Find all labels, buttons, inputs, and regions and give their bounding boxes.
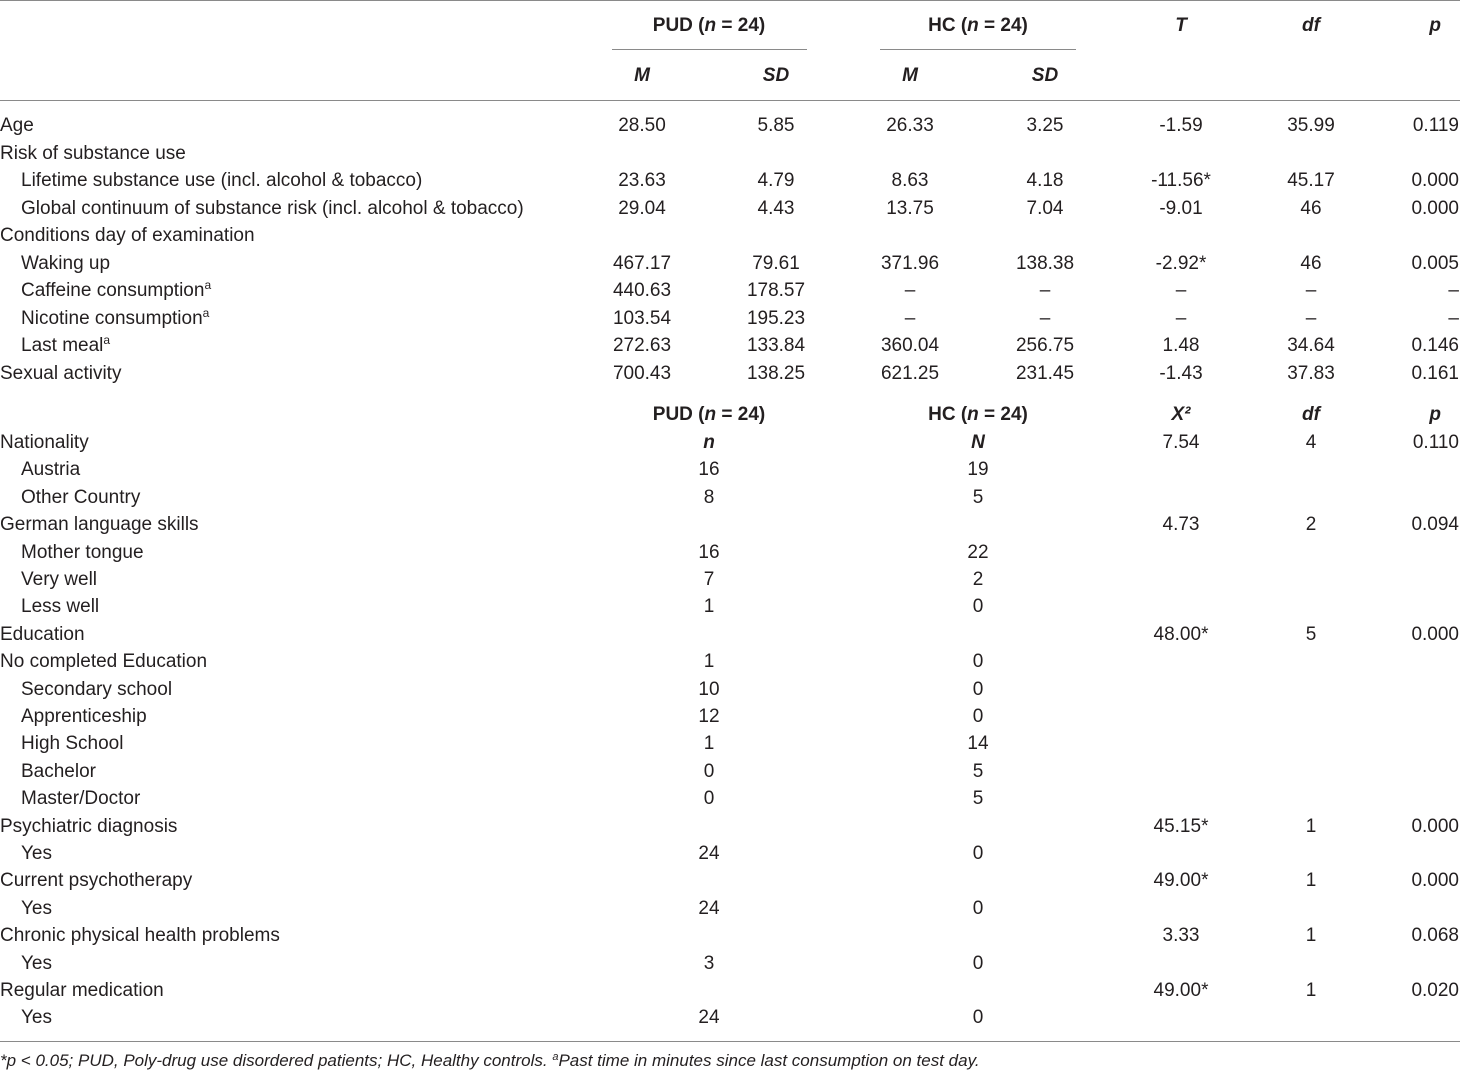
hc-mean: –	[904, 308, 916, 329]
row-label: Chronic physical health problems	[0, 925, 280, 946]
df-value: 2	[1305, 514, 1317, 535]
pud-mean: 23.63	[618, 170, 666, 191]
hc-sd: 7.04	[1026, 198, 1064, 219]
df-value: 1	[1305, 925, 1317, 946]
pud-count: 24	[698, 898, 720, 919]
pud-group-header: PUD (n = 24)	[652, 15, 766, 36]
row-label: Mother tongue	[21, 542, 144, 563]
p-value: 0.000	[1411, 170, 1459, 191]
row-label: Regular medication	[0, 980, 164, 1001]
row-label-text: Conditions day of examination	[0, 225, 255, 246]
row-label: Yes	[21, 953, 52, 974]
row-label-text: Last meal	[21, 335, 104, 356]
pud-sd: 138.25	[746, 363, 806, 384]
pud-mean: 29.04	[618, 198, 666, 219]
pud-count: 16	[698, 542, 720, 563]
p-value: –	[1448, 308, 1459, 329]
df-value: 5	[1305, 624, 1317, 645]
row-label: High School	[21, 733, 124, 754]
pud-count: 10	[698, 679, 720, 700]
df-value: 1	[1305, 816, 1317, 837]
row-label-text: Global continuum of substance risk (incl. alcohol & tobacco)	[21, 198, 524, 219]
t-value: 1.48	[1162, 335, 1200, 356]
t-value: -2.92*	[1155, 253, 1207, 274]
row-label: German language skills	[0, 514, 199, 535]
hc-sd-header: SD	[1031, 65, 1059, 86]
row-label: Secondary school	[21, 679, 173, 700]
hc-count: 5	[972, 761, 984, 782]
hc-mean: 13.75	[886, 198, 934, 219]
hc-mean: 371.96	[880, 253, 940, 274]
pud-mean: 440.63	[612, 280, 672, 301]
row-label: Yes	[21, 1007, 52, 1028]
df-value: 4	[1305, 432, 1317, 453]
chi-header: X²	[1171, 404, 1191, 425]
row-label-text: Caffeine consumption	[21, 280, 205, 301]
pud-sd: 133.84	[746, 335, 806, 356]
p-value: 0.161	[1411, 363, 1459, 384]
pud-mean: 700.43	[612, 363, 672, 384]
df-value: –	[1305, 308, 1317, 329]
pud-mean: 272.63	[612, 335, 672, 356]
df-header: df	[1302, 15, 1320, 36]
pud-n-header: n	[703, 432, 715, 453]
hc-count: 0	[972, 679, 984, 700]
hc-underline	[880, 49, 1076, 50]
pud-count: 7	[703, 569, 715, 590]
row-label-text: Lifetime substance use (incl. alcohol & tobacco)	[21, 170, 423, 191]
pud-sd: 195.23	[746, 308, 806, 329]
row-label-sup: a	[103, 333, 111, 347]
pud-m-header: M	[634, 65, 650, 86]
cat-hc-header: HC (n = 24)	[928, 404, 1028, 425]
t-value: -11.56*	[1151, 170, 1211, 191]
p-value: 0.146	[1411, 335, 1459, 356]
df-value: 45.17	[1287, 170, 1335, 191]
chi-value: 49.00*	[1153, 980, 1209, 1001]
p-value: 0.005	[1411, 253, 1459, 274]
row-label: Current psychotherapy	[0, 870, 193, 891]
hc-sd: 4.18	[1026, 170, 1064, 191]
hc-group-header: HC (n = 24)	[928, 15, 1028, 36]
bottom-rule	[0, 1041, 1460, 1042]
pud-underline	[612, 49, 807, 50]
hc-sd: 3.25	[1026, 115, 1064, 136]
row-label	[0, 115, 34, 137]
pud-count: 0	[703, 761, 715, 782]
pud-count: 1	[703, 733, 715, 754]
pud-count: 12	[698, 706, 720, 727]
hc-count: 0	[972, 706, 984, 727]
footnote-main: *p < 0.05; PUD, Poly-drug use disordered patients; HC, Healthy controls.	[0, 1051, 553, 1070]
row-label: Less well	[21, 596, 100, 617]
chi-value: 45.15*	[1153, 816, 1209, 837]
pud-count: 24	[698, 1007, 720, 1028]
pud-count: 16	[698, 459, 720, 480]
row-label: Other Country	[21, 487, 141, 508]
df-value: 35.99	[1287, 115, 1335, 136]
pud-count: 1	[703, 596, 715, 617]
row-label: Master/Doctor	[21, 788, 141, 809]
row-label: No completed Education	[0, 651, 208, 672]
row-label-sup: a	[202, 306, 210, 320]
pud-sd: 5.85	[757, 115, 795, 136]
df-value: 1	[1305, 870, 1317, 891]
header-rule	[0, 100, 1460, 101]
hc-sd: –	[1039, 308, 1051, 329]
hc-m-header: M	[902, 65, 918, 86]
row-label: Bachelor	[21, 761, 96, 782]
df-value: 46	[1300, 198, 1322, 219]
pud-mean: 28.50	[618, 115, 666, 136]
hc-count: 0	[972, 596, 984, 617]
row-label-text: Risk of substance use	[0, 143, 186, 164]
footnote-tail: Past time in minutes since last consumption on test day.	[558, 1051, 980, 1070]
row-label: Yes	[21, 898, 52, 919]
chi-value: 7.54	[1162, 432, 1200, 453]
hc-mean: 621.25	[880, 363, 940, 384]
hc-count: 0	[972, 651, 984, 672]
t-value: -1.43	[1159, 363, 1203, 384]
p-header: p	[1429, 15, 1441, 36]
row-label	[0, 143, 186, 165]
row-label: Education	[0, 624, 85, 645]
pud-count: 3	[703, 953, 715, 974]
df-value: 37.83	[1287, 363, 1335, 384]
hc-sd: 231.45	[1015, 363, 1075, 384]
pud-count: 24	[698, 843, 720, 864]
df-value: 34.64	[1287, 335, 1335, 356]
hc-n-header: N	[971, 432, 985, 453]
footnote-sup: a	[552, 1051, 559, 1063]
pud-mean: 103.54	[612, 308, 672, 329]
hc-mean: –	[904, 280, 916, 301]
row-label-text: Age	[0, 115, 34, 136]
t-value: -9.01	[1159, 198, 1203, 219]
hc-sd: –	[1039, 280, 1051, 301]
pud-mean: 467.17	[612, 253, 672, 274]
p-value: 0.020	[1411, 980, 1459, 1001]
hc-count: 0	[972, 953, 984, 974]
t-value: –	[1175, 280, 1187, 301]
hc-count: 22	[967, 542, 989, 563]
hc-mean: 26.33	[886, 115, 934, 136]
p-value: 0.094	[1411, 514, 1459, 535]
row-label	[21, 308, 209, 330]
p-value: 0.068	[1411, 925, 1459, 946]
p-value: 0.000	[1411, 198, 1459, 219]
pud-sd-header: SD	[762, 65, 790, 86]
hc-count: 0	[972, 843, 984, 864]
row-label-text: Nicotine consumption	[21, 308, 203, 329]
hc-count: 14	[967, 733, 989, 754]
row-label	[21, 280, 211, 302]
hc-sd: 256.75	[1015, 335, 1075, 356]
row-label: Austria	[21, 459, 81, 480]
hc-count: 0	[972, 898, 984, 919]
row-label	[21, 170, 422, 192]
p-value: 0.110	[1412, 432, 1459, 453]
chi-value: 4.73	[1162, 514, 1200, 535]
footnote	[0, 1051, 980, 1071]
p-value: 0.119	[1412, 115, 1459, 136]
row-label: Nationality	[0, 432, 89, 453]
row-label	[0, 225, 255, 247]
hc-count: 0	[972, 1007, 984, 1028]
row-label: Yes	[21, 843, 52, 864]
row-label	[0, 363, 121, 385]
df-value: 1	[1305, 980, 1317, 1001]
hc-count: 5	[972, 487, 984, 508]
row-label	[21, 198, 524, 220]
cat-pud-header: PUD (n = 24)	[652, 404, 766, 425]
pud-sd: 4.79	[757, 170, 795, 191]
hc-mean: 360.04	[880, 335, 940, 356]
row-label: Apprenticeship	[21, 706, 147, 727]
top-rule	[0, 0, 1460, 1]
row-label	[21, 253, 110, 275]
hc-count: 2	[972, 569, 984, 590]
chi-value: 48.00*	[1153, 624, 1209, 645]
pud-count: 1	[703, 651, 715, 672]
hc-sd: 138.38	[1015, 253, 1075, 274]
pud-sd: 178.57	[746, 280, 806, 301]
p-value: –	[1448, 280, 1459, 301]
hc-mean: 8.63	[891, 170, 929, 191]
row-label	[21, 335, 110, 357]
row-label: Psychiatric diagnosis	[0, 816, 178, 837]
chi-value: 3.33	[1162, 925, 1200, 946]
pud-sd: 79.61	[752, 253, 800, 274]
cat-df-header: df	[1302, 404, 1320, 425]
hc-count: 5	[972, 788, 984, 809]
p-value: 0.000	[1411, 624, 1459, 645]
t-header: T	[1175, 15, 1187, 36]
chi-value: 49.00*	[1153, 870, 1209, 891]
row-label-text: Sexual activity	[0, 363, 122, 384]
t-value: –	[1175, 308, 1187, 329]
t-value: -1.59	[1159, 115, 1203, 136]
hc-count: 19	[967, 459, 989, 480]
row-label-sup: a	[204, 278, 212, 292]
row-label: Very well	[21, 569, 98, 590]
pud-sd: 4.43	[757, 198, 795, 219]
p-value: 0.000	[1411, 870, 1459, 891]
p-value: 0.000	[1411, 816, 1459, 837]
row-label-text: Waking up	[21, 253, 111, 274]
df-value: –	[1305, 280, 1317, 301]
pud-count: 8	[703, 487, 715, 508]
cat-p-header: p	[1429, 404, 1441, 425]
df-value: 46	[1300, 253, 1322, 274]
pud-count: 0	[703, 788, 715, 809]
